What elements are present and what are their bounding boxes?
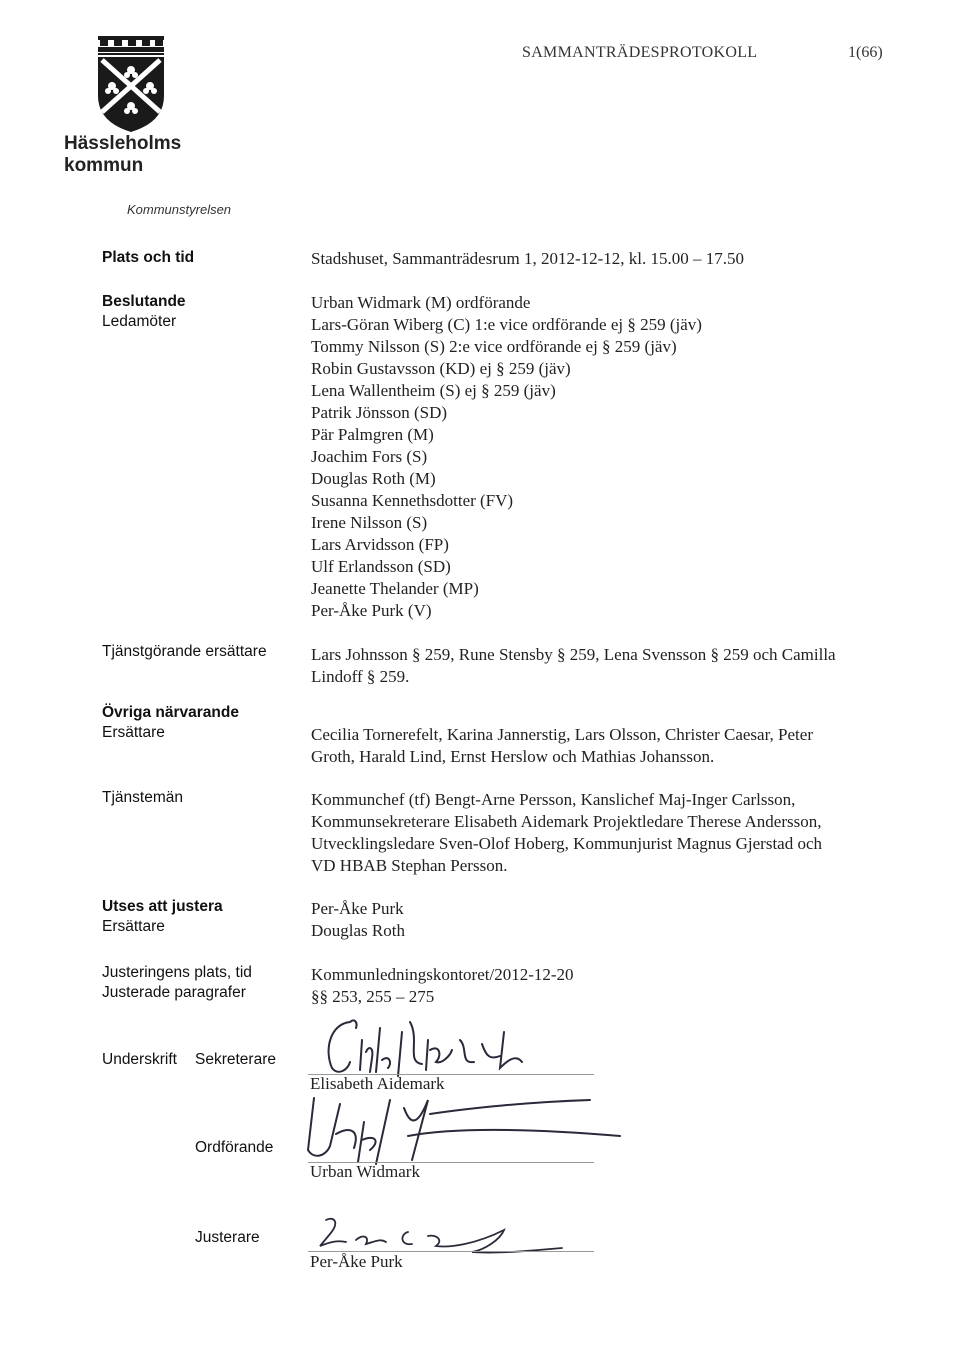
org-name-line2: kommun	[64, 155, 144, 176]
ledamoter-label: Ledamöter	[102, 313, 177, 330]
member-item: Ulf Erlandsson (SD)	[311, 557, 451, 576]
tjansteman-label: Tjänstemän	[102, 789, 183, 806]
document-title: SAMMANTRÄDESPROTOKOLL	[522, 44, 758, 61]
ovriga-label: Övriga närvarande	[102, 704, 239, 721]
tjansteman-line: Kommunchef (tf) Bengt-Arne Persson, Kanslichef Maj-Inger Carlsson,	[311, 790, 796, 809]
tjansteman-line: VD HBAB Stephan Persson.	[311, 856, 508, 875]
justering-label-block	[102, 963, 252, 1003]
member-item: Lars Arvidsson (FP)	[311, 535, 449, 554]
beslutande-label: Beslutande	[102, 293, 186, 310]
board-name: Kommunstyrelsen	[127, 202, 232, 217]
utses-sublabel: Ersättare	[102, 918, 165, 935]
coat-of-arms-logo	[92, 34, 170, 134]
sekreterare-signature	[310, 1010, 550, 1080]
utses-label-block	[102, 897, 223, 937]
tjanstgorande-line: Lars Johnsson § 259, Rune Stensby § 259, Lena Svensson § 259 och Camilla	[311, 645, 836, 664]
member-item: Lars-Göran Wiberg (C) 1:e vice ordförande ej § 259 (jäv)	[311, 315, 702, 334]
organization-name	[64, 133, 181, 177]
member-item: Joachim Fors (S)	[311, 447, 428, 466]
ovriga-line: Cecilia Tornerefelt, Karina Jannerstig, Lars Olsson, Christer Caesar, Peter	[311, 725, 813, 744]
ordforande-name: Urban Widmark	[310, 1162, 420, 1181]
ovriga-line: Groth, Harald Lind, Ernst Herslow och Mathias Johansson.	[311, 747, 715, 766]
member-item: Per-Åke Purk (V)	[311, 601, 432, 620]
justering-sublabel: Justerade paragrafer	[102, 984, 246, 1001]
tjansteman-line: Kommunsekreterare Elisabeth Aidemark Projektledare Therese Andersson,	[311, 812, 822, 831]
plats-value: Stadshuset, Sammanträdesrum 1, 2012-12-12, kl. 15.00 – 17.50	[311, 249, 744, 268]
page-number: 1(66)	[848, 44, 883, 61]
member-item: Robin Gustavsson (KD) ej § 259 (jäv)	[311, 359, 571, 378]
tjanstgorande-value	[311, 644, 911, 688]
member-item: Jeanette Thelander (MP)	[311, 579, 479, 598]
sekreterare-label: Sekreterare	[195, 1051, 276, 1068]
sekreterare-name: Elisabeth Aidemark	[310, 1074, 445, 1093]
ovriga-sublabel: Ersättare	[102, 724, 165, 741]
justering-line: Kommunledningskontoret/2012-12-20	[311, 965, 574, 984]
member-item: Susanna Kennethsdotter (FV)	[311, 491, 514, 510]
justerare-name: Per-Åke Purk	[310, 1252, 403, 1271]
org-name-line1: Hässleholms	[64, 133, 182, 154]
tjansteman-value	[311, 789, 911, 877]
plats-label: Plats och tid	[102, 249, 195, 266]
justering-label: Justeringens plats, tid	[102, 964, 252, 981]
member-item: Lena Wallentheim (S) ej § 259 (jäv)	[311, 381, 556, 400]
tjansteman-line: Utvecklingsledare Sven-Olof Hoberg, Kommunjurist Magnus Gjerstad och	[311, 834, 823, 853]
beslutande-label-block	[102, 292, 186, 332]
members-list	[311, 292, 911, 622]
ovriga-label-block	[102, 703, 239, 743]
member-item: Irene Nilsson (S)	[311, 513, 428, 532]
tjanstgorande-line: Lindoff § 259.	[311, 667, 410, 686]
utses-line: Douglas Roth	[311, 921, 405, 940]
justerare-label: Justerare	[195, 1229, 260, 1246]
plats-och-tid-label	[102, 248, 194, 268]
ordforande-signature	[300, 1090, 630, 1170]
justering-value	[311, 964, 911, 1008]
justering-line: §§ 253, 255 – 275	[311, 987, 435, 1006]
utses-line: Per-Åke Purk	[311, 899, 404, 918]
member-item: Urban Widmark (M) ordförande	[311, 293, 531, 312]
member-item: Patrik Jönsson (SD)	[311, 403, 448, 422]
ovriga-value	[311, 724, 911, 768]
underskrift-label: Underskrift	[102, 1051, 177, 1068]
utses-label: Utses att justera	[102, 898, 223, 915]
tjanstgorande-label: Tjänstgörande ersättare	[102, 643, 267, 660]
member-item: Pär Palmgren (M)	[311, 425, 434, 444]
ordforande-label: Ordförande	[195, 1139, 274, 1156]
member-item: Tommy Nilsson (S) 2:e vice ordförande ej § 259 (jäv)	[311, 337, 677, 356]
member-item: Douglas Roth (M)	[311, 469, 436, 488]
utses-value	[311, 898, 911, 942]
